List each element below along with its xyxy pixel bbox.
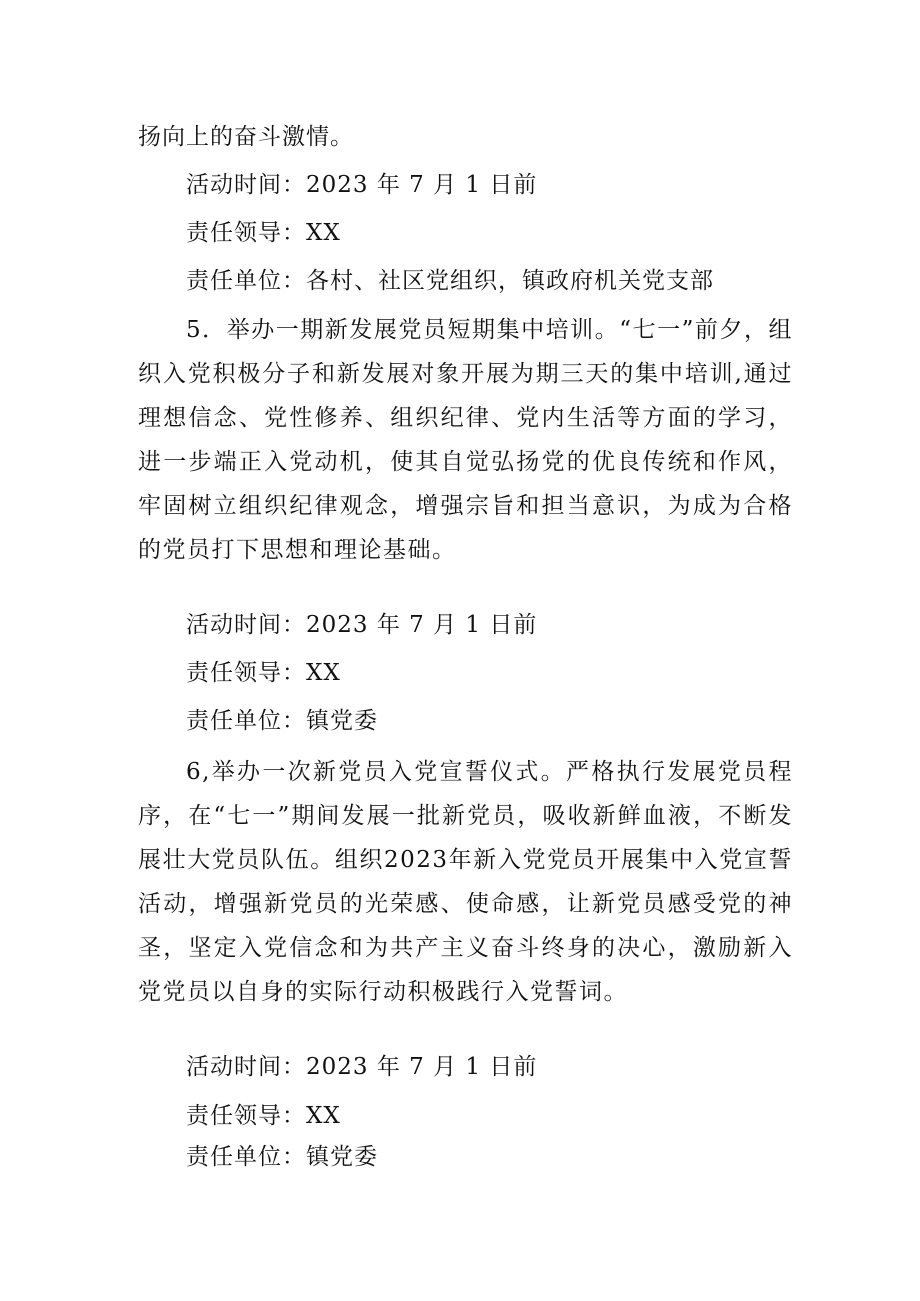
activity-time: 活动时间：2023 年 7 月 1 日前 — [186, 1054, 538, 1080]
item-5-paragraph: 5．举办一期新发展党员短期集中培训。“七一”前夕，组织入党积极分子和新发展对象开展为期三天的集中培训,通过理想信念、党性修养、组织纪律、党内生活等方面的学习，进一步端正入党动机，使其自觉弘扬党的优良传统和作风，牢固树立组织纪律观念，增强宗旨和担当意识，为成为合格的党员打下思想和理论基础。 — [138, 317, 793, 563]
responsible-unit: 责任单位：各村、社区党组织，镇政府机关党支部 — [186, 268, 714, 294]
continuation-text: 扬向上的奋斗激情。 — [138, 124, 354, 150]
activity-time: 活动时间：2023 年 7 月 1 日前 — [186, 612, 538, 638]
item-6-paragraph: 6,举办一次新党员入党宣誓仪式。严格执行发展党员程序，在“七一”期间发展一批新党员，吸收新鲜血液，不断发展壮大党员队伍。组织2023年新入党党员开展集中入党宣誓活动，增强新党员的光荣感、使命感，让新党员感受党的神圣，坚定入党信念和为共产主义奋斗终身的决心，激励新入党党员以自身的实际行动积极践行入党誓词。 — [138, 759, 793, 1005]
activity-time: 活动时间：2023 年 7 月 1 日前 — [186, 172, 538, 198]
responsible-leader: 责任领导：XX — [186, 1103, 341, 1129]
responsible-unit: 责任单位：镇党委 — [186, 708, 378, 734]
responsible-unit: 责任单位：镇党委 — [186, 1144, 378, 1170]
responsible-leader: 责任领导：XX — [186, 220, 341, 246]
responsible-leader: 责任领导：XX — [186, 660, 341, 686]
